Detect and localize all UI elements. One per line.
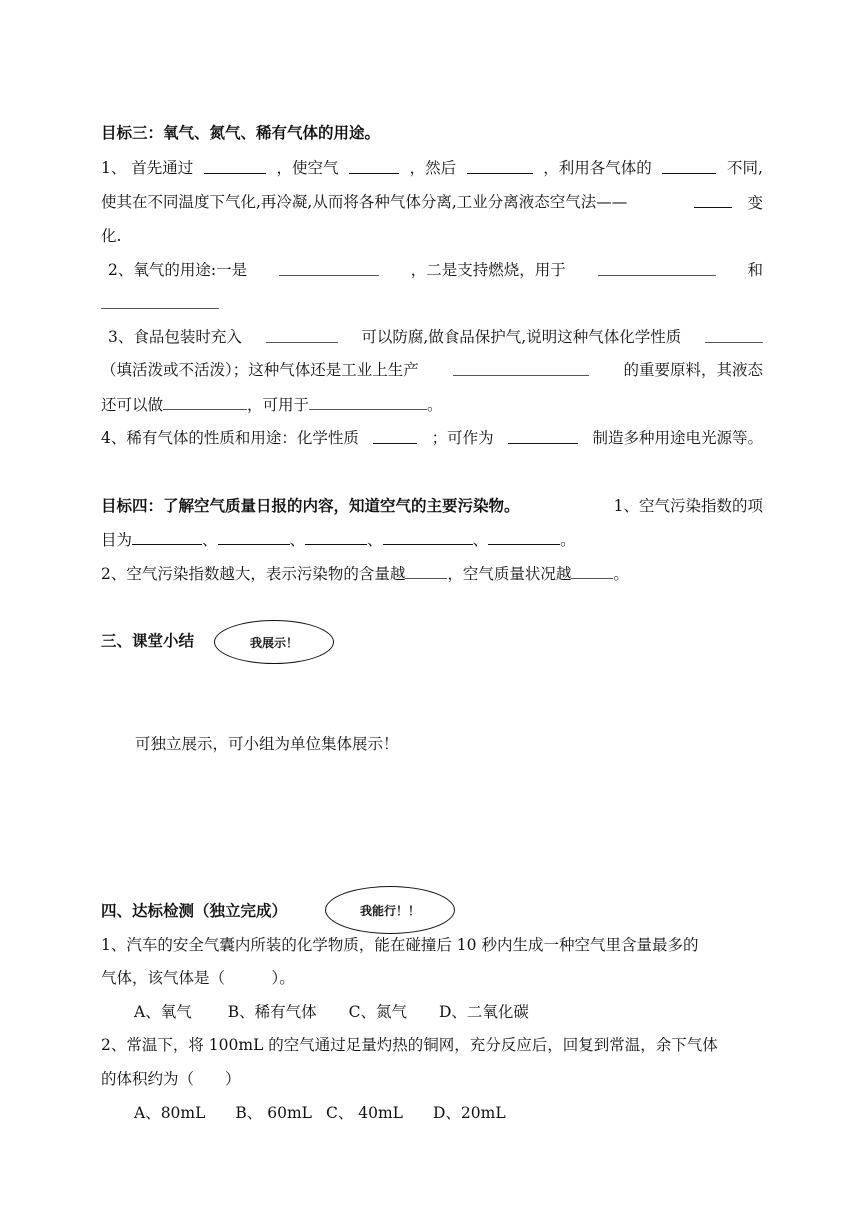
blank[interactable] [266,326,338,343]
goal3-q1-line2: 使其在不同温度下气化,再冷凝,从而将各种气体分离,工业分离液态空气法—— 变 [101,193,763,212]
check-q1-line1: 1、汽车的安全气囊内所装的化学物质，能在碰撞后 10 秒内生成一种空气里含量最多的 [101,936,699,954]
blank[interactable] [349,157,399,174]
check-q1-options [134,1001,634,1023]
option-d[interactable]: D、二氧化碳 [438,1003,529,1021]
goal4-q2: 2、空气污染指数越大，表示污染物的含量越 ，空气质量状况越 。 [101,562,763,585]
blank[interactable] [383,528,473,545]
blank[interactable] [662,157,716,174]
goal3-q2-line2 [101,292,763,315]
blank[interactable] [571,562,613,579]
check-title: 四、达标检测（独立完成） [101,902,288,920]
blank[interactable] [705,326,763,343]
check-q2-options [134,1102,634,1124]
blank[interactable] [305,528,367,545]
blank[interactable] [453,359,589,376]
option-d[interactable]: D、20mL [432,1104,506,1122]
blank[interactable] [598,259,716,276]
blank[interactable] [373,427,417,444]
blank[interactable] [163,393,247,410]
goal3-q3-line2: （填活泼或不活泼）；这种气体还是工业上生产 的重要原料，其液态 [101,361,763,379]
blank[interactable] [467,157,533,174]
blank[interactable] [405,562,447,579]
blank[interactable] [488,528,560,545]
goal4-line1: 目标四：了解空气质量日报的内容，知道空气的主要污染物。 1、空气污染指数的项 [101,497,763,515]
option-a[interactable]: A、80mL [134,1104,206,1122]
goal3-q1-line3: 化. [101,227,122,245]
option-b[interactable]: B、稀有气体 [227,1003,317,1021]
blank[interactable] [132,528,202,545]
goal3-q4: 4、稀有气体的性质和用途：化学性质 ；可作为 制造多种用途电光源等。 [101,429,763,447]
blank[interactable] [204,157,266,174]
option-b[interactable]: B、 60mL [235,1104,312,1122]
summary-bubble: 我展示！ [214,620,334,664]
check-q2-line1: 2、常温下，将 100mL 的空气通过足量灼热的铜网，充分反应后，回复到常温，余下气体 [101,1036,718,1054]
option-a[interactable]: A、氧气 [134,1003,192,1021]
option-c[interactable]: C、 40mL [325,1104,403,1122]
blank[interactable] [309,393,427,410]
blank[interactable] [218,528,290,545]
option-c[interactable]: C、氮气 [348,1003,407,1021]
blank[interactable] [279,259,379,276]
goal3-q3-line3: 还可以做 ，可用于 。 [101,393,763,416]
check-q1-line2: 气体，该气体是（ ）。 [101,969,295,987]
blank[interactable] [508,427,578,444]
check-q2-line2: 的体积约为（ ） [101,1070,241,1088]
goal3-title: 目标三：氧气、氮气、稀有气体的用途。 [101,124,381,142]
goal3-q1-line1: 1、 首先通过 ，使空气 ，然后 ，利用各气体的 不同, [101,159,763,177]
goal4-line2: 目为 、 、 、 、 。 [101,528,763,551]
summary-text: 可独立展示，可小组为单位集体展示！ [135,735,399,753]
blank[interactable] [101,292,219,309]
goal3-q3-line1: 3、食品包装时充入 可以防腐,做食品保护气,说明这种气体化学性质 [108,326,763,348]
check-bubble: 我能行！！ [325,886,455,934]
blank[interactable] [694,191,732,208]
goal3-q2-line1: 2、氧气的用途:一是 ，二是支持燃烧，用于 和 [108,261,763,279]
summary-title: 三、课堂小结 [101,632,195,650]
